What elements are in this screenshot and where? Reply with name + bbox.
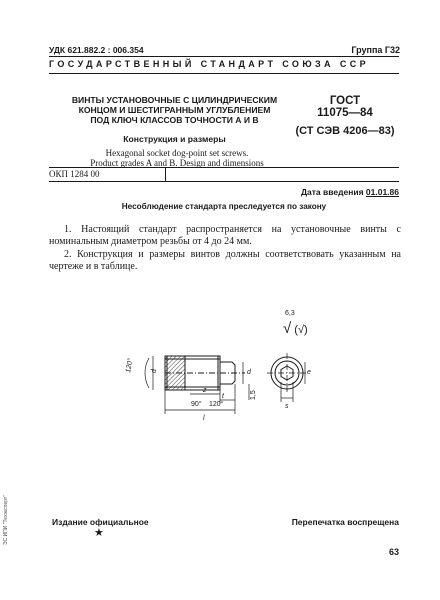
paragraph-2-text: 2. Конструкция и размеры винтов должны соответствовать указанным на чертеже и в таблице. (49, 249, 401, 272)
publisher-stamp: ЭС ИПИ "Техэксперт" (3, 494, 9, 545)
paragraph-2 (49, 249, 401, 273)
label-s: s (285, 403, 289, 410)
set-screw-drawing (105, 338, 415, 458)
gost-number: 11075—84 (317, 107, 373, 119)
law-notice: Несоблюдение стандарта преследуется по закону (121, 202, 327, 211)
title-line-2: КОНЦОМ И ШЕСТИГРАННЫМ УГЛУБЛЕНИЕМ (78, 105, 271, 115)
label-e: e (307, 369, 311, 376)
label-1-5: 1,5 (250, 390, 257, 400)
footer-reprint-prohibited: Перепечатка воспрещена (291, 517, 399, 527)
roughness-paren: (√) (294, 324, 308, 336)
gost-label: ГОСТ (329, 95, 361, 107)
gost-number-block (290, 95, 400, 119)
group-code: Группа Г32 (351, 45, 400, 55)
screw-side-view (165, 356, 245, 390)
okp-code: ОКП 1284 00 (49, 169, 100, 179)
label-t: t (222, 393, 224, 400)
title-en-line-2: Product grades A and B. Design and dimensions (90, 158, 264, 168)
header-rule-top (49, 56, 399, 57)
introduction-date (301, 187, 399, 197)
roughness-symbol (283, 310, 308, 337)
okp-rule-bottom (49, 181, 399, 182)
okp-divider (165, 167, 166, 181)
paragraph-1-text: 1. Настоящий стандарт распространяется на установочные винты с номинальным диаметром резьбы от 4 до 24 мм. (49, 224, 401, 247)
roughness-value: 6,3 (285, 310, 295, 317)
okp-rule-top (49, 167, 399, 168)
label-z: z (203, 387, 207, 394)
page-number: 63 (388, 547, 399, 557)
label-l: l (203, 415, 205, 422)
header-rule-bottom (49, 73, 399, 74)
title-russian (62, 95, 287, 125)
label-angle-120: 120° (125, 357, 135, 374)
title-line-3: ПОД КЛЮЧ КЛАССОВ ТОЧНОСТИ А И В (90, 115, 259, 125)
title-english (62, 148, 292, 168)
footer-official-edition: Издание официальное (52, 517, 149, 527)
screw-end-view (267, 353, 307, 402)
intro-date-label: Дата введения (300, 187, 364, 197)
label-angle-90: 90° (191, 401, 202, 408)
roughness-check-icon: √ (283, 320, 292, 337)
title-en-line-1: Hexagonal socket dog-point set screws. (105, 148, 249, 158)
state-standard-heading: ГОСУДАРСТВЕННЫЙ СТАНДАРТ СОЮЗА ССР (49, 59, 370, 69)
title-line-1: ВИНТЫ УСТАНОВОЧНЫЕ С ЦИЛИНДРИЧЕСКИМ (71, 95, 278, 105)
label-angle-120b: 120° (209, 401, 224, 408)
label-dp: d (151, 369, 158, 373)
star-icon: ★ (94, 527, 104, 539)
udk-code: УДК 621.882.2 : 006.354 (49, 45, 144, 55)
subtitle: Конструкция и размеры (123, 134, 226, 144)
paragraph-1 (49, 224, 401, 248)
label-d: d (247, 369, 251, 376)
intro-date-value: 01.01.86 (365, 187, 399, 197)
sev-reference: (СТ СЭВ 4206—83) (295, 125, 395, 137)
